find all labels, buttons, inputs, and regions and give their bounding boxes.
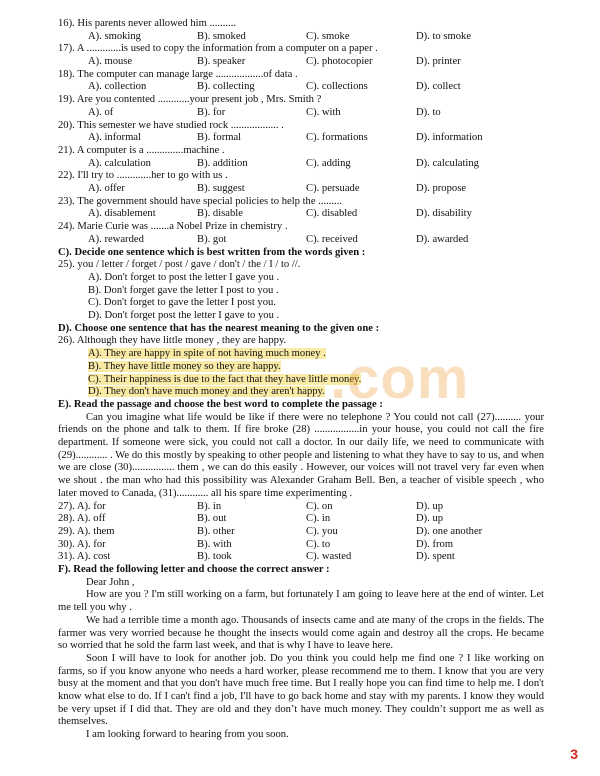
answer-option: D). awarded xyxy=(416,233,469,245)
answer-option: B). for xyxy=(197,106,226,118)
answer-option: C). to xyxy=(306,538,331,550)
answer-option: B). in xyxy=(197,500,222,512)
question-26-stem: 26). Although they have little money , they are happy. xyxy=(58,335,287,347)
answer-option: D). collect xyxy=(416,81,461,93)
answer-option: C). wasted xyxy=(306,551,352,563)
answer-option: D). printer xyxy=(416,56,461,68)
options-row xyxy=(58,513,544,526)
answer-option: B). suggest xyxy=(197,183,245,195)
letter-paragraph: How are you ? I'm still working on a farm, but fortunately I am going to leave here at the end of winter. Let me tell you why . xyxy=(58,589,544,614)
answer-option: B). speaker xyxy=(197,56,246,68)
answer-option: D). one another xyxy=(416,525,483,537)
answer-option: D). to xyxy=(416,106,441,118)
options-row xyxy=(58,539,544,552)
question-25-option: C). Don't forget to gave the letter I post you. xyxy=(88,297,276,309)
answer-option: B). smoked xyxy=(197,30,246,42)
answer-option: A). collection xyxy=(88,81,147,93)
answer-option: A). disablement xyxy=(88,208,156,220)
answer-option: D). up xyxy=(416,513,444,525)
section-c-heading: C). Decide one sentence which is best written from the words given : xyxy=(58,246,366,258)
answer-option: C). you xyxy=(306,525,338,537)
answer-option: A). smoking xyxy=(88,30,141,42)
question-stem: 17). A .............is used to copy the information from a computer on a paper . xyxy=(58,43,378,55)
answer-option: B). collecting xyxy=(197,81,255,93)
answer-option: C). formations xyxy=(306,132,368,144)
section-e-heading: E). Read the passage and choose the best word to complete the passage : xyxy=(58,398,383,410)
answer-option: A). rewarded xyxy=(88,233,144,245)
section-d-heading: D). Choose one sentence that has the nearest meaning to the given one : xyxy=(58,322,380,334)
letter-paragraph: We had a terrible time a month ago. Thousands of insects came and ate many of the crops in the fields. The farmer was very worried because he thought the insects would come again and destroy all the crops. He became so worried that he sold the farm last week, and that is why I have to leave here. xyxy=(58,614,544,652)
answer-option: D). disability xyxy=(416,208,472,220)
question-stem: 22). I'll try to .............her to go with us . xyxy=(58,170,228,182)
question-stem: 18). The computer can manage large ..................of data . xyxy=(58,68,298,80)
watermark-logo: .com xyxy=(330,346,470,411)
answer-option: D). up xyxy=(416,500,444,512)
page-number: 3 xyxy=(570,746,578,762)
answer-option: A). informal xyxy=(88,132,141,144)
question-stem: 21). A computer is a ..............machine . xyxy=(58,144,225,156)
options-row xyxy=(58,183,544,196)
options-row xyxy=(58,81,544,94)
letter xyxy=(58,577,544,742)
answer-option: B). disable xyxy=(197,208,243,220)
question-25-stem: 25). you / letter / forget / post / gave / don't / the / I / to //. xyxy=(58,259,301,271)
answer-option: C). on xyxy=(306,500,333,512)
worksheet-page xyxy=(58,18,544,742)
options-row xyxy=(58,551,544,564)
options-row xyxy=(58,501,544,514)
letter-salutation: Dear John , xyxy=(86,576,135,588)
options-row xyxy=(58,526,544,539)
answer-option: C). disabled xyxy=(306,208,358,220)
answer-option: A). calculation xyxy=(88,157,151,169)
answer-option: B). out xyxy=(197,513,227,525)
multiple-choice-section xyxy=(58,18,544,247)
question-25-option: D). Don't forget post the letter I gave to you . xyxy=(88,310,280,322)
options-row xyxy=(58,132,544,145)
answer-option: B). addition xyxy=(197,157,248,169)
answer-option: B). other xyxy=(197,525,235,537)
answer-option: 30). A). for xyxy=(58,538,106,550)
letter-paragraph: Soon I will have to look for another job. Do you think you could help me find one ? I like working on farms, so if you know anyone who needs a hard worker, please recommend me to them. I know that you are very busy at the moment and that you don't have much free time. But I really hope you can find time to help me. I don't know what else to do. If I can't find a job, I'll have to go back home and stay with my parents. I know they would be very upset if I did that. They are old and they don’t have much money. They couldn’t support me as well as themselves. xyxy=(58,652,544,728)
options-row xyxy=(58,107,544,120)
answer-option: D). calculating xyxy=(416,157,479,169)
options-row xyxy=(58,31,544,44)
answer-option: C). with xyxy=(306,106,341,118)
answer-option: 29). A). them xyxy=(58,525,115,537)
options-row xyxy=(58,208,544,221)
answer-option: C). smoke xyxy=(306,30,350,42)
answer-option: D). to smoke xyxy=(416,30,472,42)
answer-option: A). offer xyxy=(88,183,125,195)
answer-option: A). of xyxy=(88,106,114,118)
options-row xyxy=(58,56,544,69)
answer-option: D). propose xyxy=(416,183,467,195)
question-stem: 23). The government should have special policies to help the ......... xyxy=(58,195,343,207)
answer-option: C). persuade xyxy=(306,183,360,195)
passage-answers xyxy=(58,501,544,564)
answer-option: C). collections xyxy=(306,81,368,93)
question-26-option: C). Their happiness is due to the fact that they have little money. xyxy=(88,373,362,385)
answer-option: A). mouse xyxy=(88,56,133,68)
question-26-option: D). They don't have much money and they aren't happy. xyxy=(88,386,325,398)
answer-option: C). in xyxy=(306,513,331,525)
answer-option: D). information xyxy=(416,132,483,144)
question-26-option: B). They have little money so they are happy. xyxy=(88,360,281,372)
question-stem: 20). This semester we have studied rock .................. . xyxy=(58,119,284,131)
section-e-passage: Can you imagine what life would be like if there were no telephone ? You could not call (27).......... your friends on the phone and talk to them. If fire broke (28) .................in your house, you could not call the fire department. If someone were sick, you could not call a doctor. In our daily life, we need to communicate with (29)............ . We do this mostly by speaking to other people and listening to what they have to say to us, and when we are close (30)................ them , we can do this easily . However, our voices will not travel very far even when we shout . the man who had this possibility was Alexander Graham Bell. Ben, a teacher of visible speech , who later moved to Canada, (31)............ all his spare time experimenting . xyxy=(58,411,544,499)
answer-option: B). with xyxy=(197,538,232,550)
question-stem: 19). Are you contented ............your present job , Mrs. Smith ? xyxy=(58,94,322,106)
letter-paragraph: I am looking forward to hearing from you soon. xyxy=(86,729,289,741)
question-stem: 16). His parents never allowed him .......... xyxy=(58,18,236,29)
options-row xyxy=(58,234,544,247)
answer-option: B). took xyxy=(197,551,232,563)
answer-option: C). adding xyxy=(306,157,351,169)
question-stem: 24). Marie Curie was .......a Nobel Prize in chemistry . xyxy=(58,221,288,233)
answer-option: C). photocopier xyxy=(306,56,373,68)
answer-option: 27). A). for xyxy=(58,500,106,512)
answer-option: D). from xyxy=(416,538,454,550)
section-f-heading: F). Read the following letter and choose the correct answer : xyxy=(58,564,330,576)
answer-option: D). spent xyxy=(416,551,455,563)
question-25-option: B). Don't forget gave the letter I post to you . xyxy=(88,284,279,296)
question-26-option: A). They are happy in spite of not having much money . xyxy=(88,348,326,360)
options-row xyxy=(58,158,544,171)
answer-option: 28). A). off xyxy=(58,513,106,525)
answer-option: B). got xyxy=(197,233,227,245)
answer-option: C). received xyxy=(306,233,358,245)
question-25-option: A). Don't forget to post the letter I gave you . xyxy=(88,271,280,283)
answer-option: B). formal xyxy=(197,132,242,144)
answer-option: 31). A). cost xyxy=(58,551,111,563)
